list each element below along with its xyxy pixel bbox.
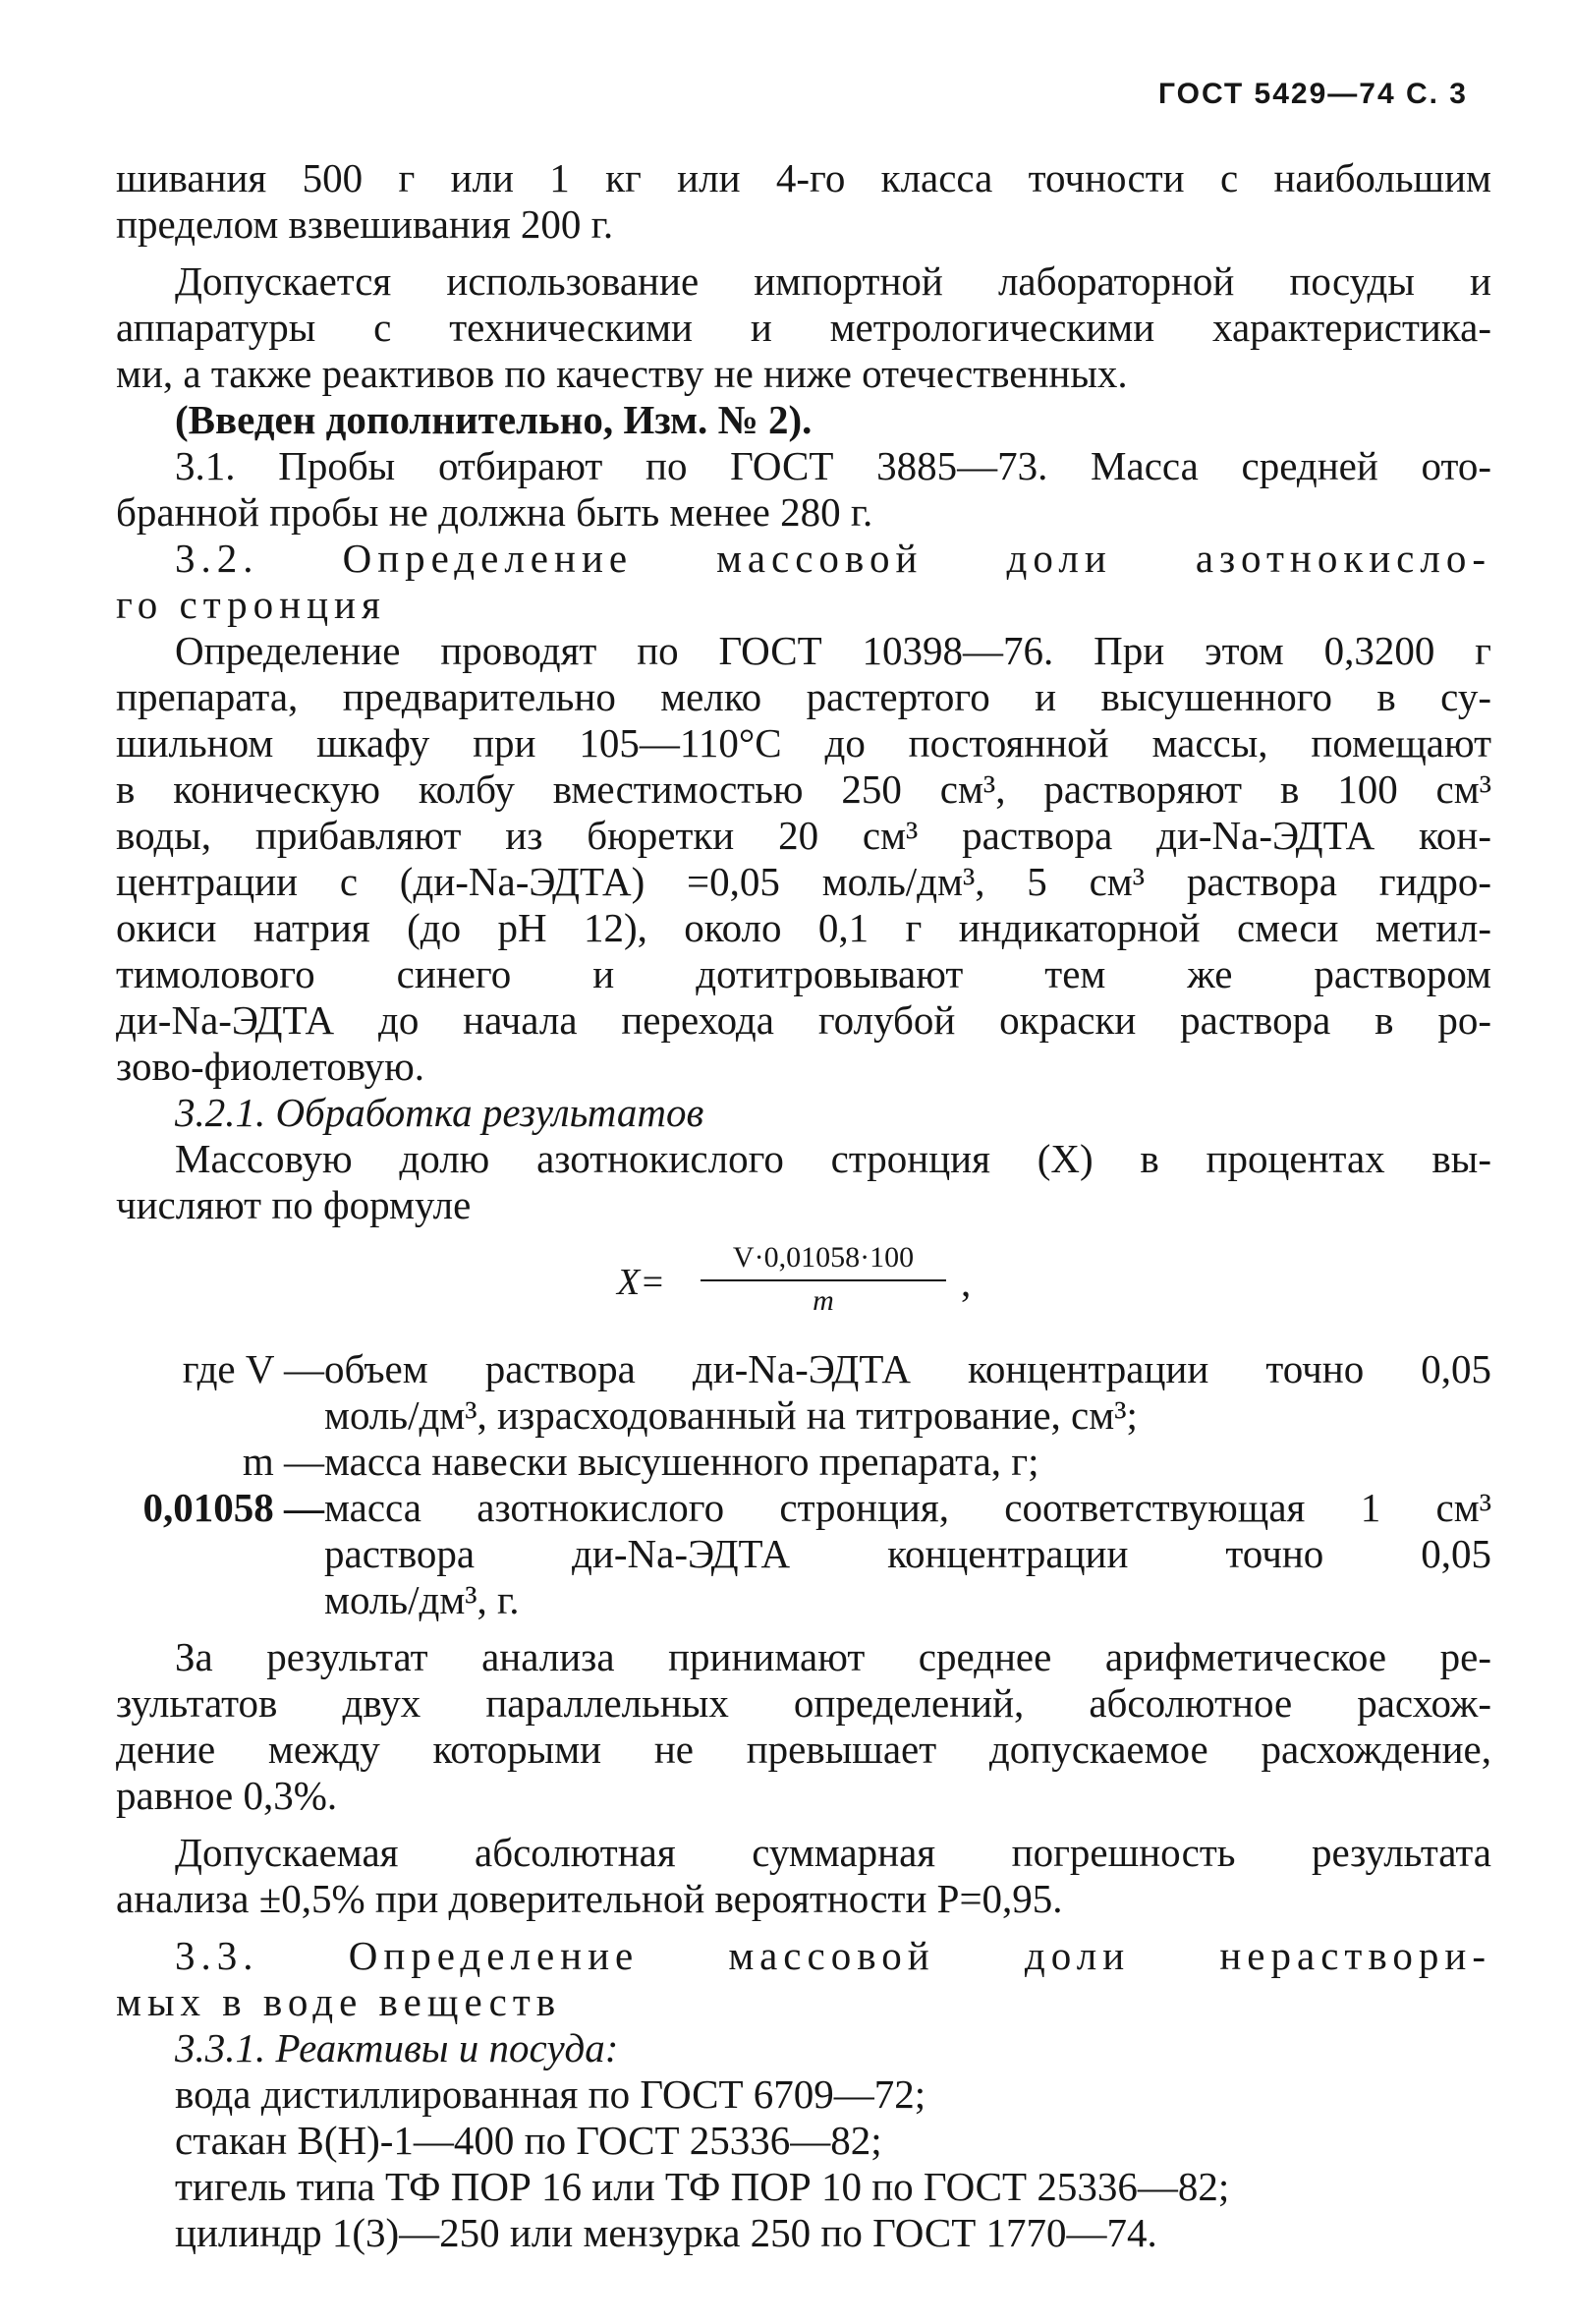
legend-text: моль/дм³, израсходованный на титрование, см³;: [324, 1392, 1138, 1438]
legend-key: 0,01058 —: [142, 1485, 324, 1530]
text-line: бранной пробы не должна быть менее 280 г.: [116, 489, 873, 535]
legend-key: m —: [242, 1439, 324, 1484]
text-line: тимолового синего и дотитровывают тем же раствором: [116, 951, 1491, 996]
subsection-heading-3-3-1: 3.3.1. Реактивы и посуда:: [175, 2025, 619, 2070]
section-heading-3-2: 3.2. Определение массовой доли азотнокисло-: [175, 536, 1491, 581]
section-heading-3-3: 3.3. Определение массовой доли нераствори-: [175, 1933, 1491, 1978]
formula-lhs: X=: [617, 1262, 665, 1303]
text-line: равное 0,3%.: [116, 1773, 338, 1818]
document-body: [116, 155, 1491, 2256]
subsection-heading-3-2-1: 3.2.1. Обработка результатов: [175, 1090, 704, 1135]
text-line: шильном шкафу при 105—110°С до постоянной массы, помещают: [116, 720, 1491, 765]
section-heading-3-2-cont: го стронция: [116, 582, 386, 627]
text-line: Допускается использование импортной лабораторной посуды и: [175, 258, 1491, 304]
formula-denominator: m: [813, 1284, 834, 1317]
text-line: анализа ±0,5% при доверительной вероятности P=0,95.: [116, 1876, 1063, 1921]
text-line: За результат анализа принимают среднее арифметическое ре-: [175, 1634, 1491, 1679]
list-item: стакан В(Н)-1—400 по ГОСТ 25336—82;: [175, 2118, 882, 2163]
text-line: 3.1. Пробы отбирают по ГОСТ 3885—73. Масса средней ото-: [175, 443, 1491, 488]
legend-row: [116, 1346, 1491, 1439]
text-line: препарата, предварительно мелко растертого и высушенного в су-: [116, 674, 1491, 719]
legend-text: моль/дм³, г.: [324, 1577, 520, 1622]
formula-trail: ,: [961, 1260, 972, 1305]
text-line: окиси натрия (до pH 12), около 0,1 г индикаторной смеси метил-: [116, 905, 1491, 950]
list-item: тигель типа ТФ ПОР 16 или ТФ ПОР 10 по ГОСТ 25336—82;: [175, 2164, 1230, 2209]
section-heading-3-3-cont: мых в воде веществ: [116, 1979, 562, 2024]
amendment-note: (Введен дополнительно, Изм. № 2).: [175, 397, 813, 442]
legend-row: [116, 1485, 1491, 1623]
legend-key: где V —: [182, 1346, 324, 1391]
text-line: центрации с (ди-Na-ЭДТА) =0,05 моль/дм³, 5 см³ раствора гидро-: [116, 859, 1491, 904]
text-line: зультатов двух параллельных определений, абсолютное расхож-: [116, 1680, 1491, 1726]
page-header: ГОСТ 5429—74 С. 3: [1158, 78, 1468, 110]
legend-text: объем раствора ди-Na-ЭДТА концентрации точно 0,05: [324, 1346, 1491, 1391]
legend-text: раствора ди-Na-ЭДТА концентрации точно 0,05: [324, 1531, 1491, 1576]
text-line: дение между которыми не превышает допускаемое расхождение,: [116, 1727, 1491, 1772]
text-line: Массовую долю азотнокислого стронция (X) в процентах вы-: [175, 1136, 1491, 1181]
text-line: шивания 500 г или 1 кг или 4-го класса точности с наибольшим: [116, 155, 1491, 200]
formula-numerator: V·0,01058·100: [701, 1240, 946, 1281]
text-line: Определение проводят по ГОСТ 10398—76. При этом 0,3200 г: [175, 628, 1491, 673]
text-line: ди-Na-ЭДТА до начала перехода голубой окраски раствора в ро-: [116, 997, 1491, 1043]
text-line: числяют по формуле: [116, 1182, 472, 1227]
text-line: воды, прибавляют из бюретки 20 см³ раствора ди-Na-ЭДТА кон-: [116, 813, 1491, 858]
legend-row: [116, 1439, 1491, 1485]
text-line: ми, а также реактивов по качеству не ниже отечественных.: [116, 351, 1128, 396]
list-item: вода дистиллированная по ГОСТ 6709—72;: [175, 2071, 926, 2117]
formula-legend: [116, 1346, 1491, 1623]
text-line: в коническую колбу вместимостью 250 см³, растворяют в 100 см³: [116, 766, 1491, 812]
text-line: зово-фиолетовую.: [116, 1044, 425, 1089]
formula-fraction: [701, 1240, 946, 1321]
legend-text: масса навески высушенного препарата, г;: [324, 1439, 1039, 1484]
text-line: Допускаемая абсолютная суммарная погрешность результата: [175, 1830, 1491, 1875]
text-line: пределом взвешивания 200 г.: [116, 201, 614, 247]
formula: [116, 1240, 1491, 1338]
legend-text: масса азотнокислого стронция, соответствующая 1 см³: [324, 1485, 1491, 1530]
text-line: аппаратуры с техническими и метрологическими характеристика-: [116, 305, 1491, 350]
list-item: цилиндр 1(3)—250 или мензурка 250 по ГОСТ 1770—74.: [175, 2210, 1157, 2255]
